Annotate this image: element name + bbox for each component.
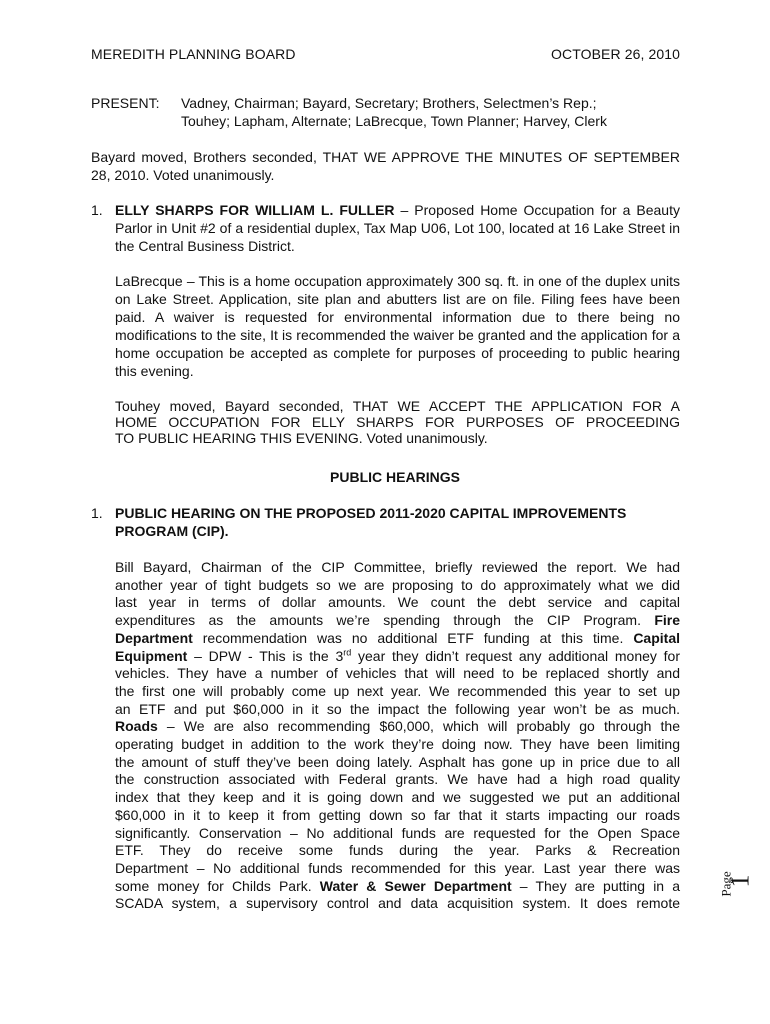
motion-line: HOME OCCUPATION FOR ELLY SHARPS FOR PURPOSES OF PROCEEDING (115, 414, 680, 430)
text-line: Department – No additional funds recommended for this year. Last year there was (115, 859, 680, 876)
section-heading: PUBLIC HEARINGS (330, 469, 460, 485)
text-line: Roads – We are also recommending $60,000, which will probably go through the (115, 718, 680, 735)
meeting-date: OCTOBER 26, 2010 (551, 46, 680, 62)
text-line: operating budget in addition to the work they’re doing now. They have been limiting (115, 736, 680, 753)
text-line: Equipment – DPW - This is the 3rd year they didn’t request any additional money for (115, 646, 680, 664)
text-line: some money for Childs Park. Water & Sewer Department – They are putting in a (115, 877, 680, 894)
page-number: 1 (725, 874, 755, 888)
text-line: the construction associated with Federal grants. We have had a high road quality (115, 771, 680, 788)
text-line: another year of tight budgets so we are proposing to do approximately what we did (115, 576, 680, 593)
attendance-block (91, 94, 680, 130)
minutes-approval-paragraph: Bayard moved, Brothers seconded, THAT WE APPROVE THE MINUTES OF SEPTEMBER 28, 2010. Voted unanimously. (91, 149, 680, 183)
text-line: the amount of stuff they’ve been doing lately. Asphalt has gone up in price due to all (115, 753, 680, 770)
water-sewer-label: Water & Sewer Department (319, 877, 512, 894)
text-line: significantly. Conservation – No additional funds are requested for the Open Space (115, 824, 680, 841)
text-line: vehicles. They have a number of vehicles that will need to be replaced shortly and (115, 665, 680, 682)
page-header (91, 46, 680, 62)
page-number-marker (716, 860, 756, 904)
hearing-heading: PUBLIC HEARING ON THE PROPOSED 2011-2020 CAPITAL IMPROVEMENTS PROGRAM (CIP). (115, 505, 627, 539)
text-line: ETF. They do receive some funds during the year. Parks & Recreation (115, 842, 680, 859)
item-title: ELLY SHARPS FOR WILLIAM L. FULLER (115, 202, 395, 218)
text-line: SCADA system, a supervisory control and data acquisition system. It does remote (115, 895, 680, 912)
roads-label: Roads (115, 718, 158, 735)
text-line: expenditures as the amounts we’re spending through the CIP Program. Fire (115, 612, 681, 629)
public-hearing-item-1 (91, 504, 680, 540)
motion-line: Touhey moved, Bayard seconded, THAT WE ACCEPT THE APPLICATION FOR A (115, 398, 680, 414)
text-line: an ETF and put $60,000 in it so the impact the following year won’t be as much. (115, 700, 680, 717)
fire-label: Fire (654, 612, 681, 629)
acceptance-motion (115, 398, 680, 446)
text-line: last year in terms of dollar amounts. We count the debt service and capital (115, 594, 680, 611)
attendees-line-1: Vadney, Chairman; Bayard, Secretary; Brothers, Selectmen’s Rep.; (181, 95, 597, 111)
board-name: MEREDITH PLANNING BOARD (91, 46, 296, 62)
item-number: 1. (91, 202, 103, 218)
item-number: 1. (91, 505, 103, 521)
item-description: – Proposed Home Occupation for a Beauty Parlor in Unit #2 of a residential duplex, Tax Map U06, Lot 100, located at 16 Lake Street in the Central Business District. (115, 202, 680, 254)
capital-label: Capital (633, 629, 680, 646)
attendees-line-2: Touhey; Lapham, Alternate; LaBrecque, Town Planner; Harvey, Clerk (181, 113, 607, 129)
labrecque-paragraph: LaBrecque – This is a home occupation approximately 300 sq. ft. in one of the duplex units on Lake Street. Application, site plan and abutters list are on file. Filing fees have been paid. A waiver is requested for environmental information due to there being no modifications to the site, It is recommended the waiver be granted and the application for a home occupation be accepted as complete for purposes of proceeding to public hearing this evening. (115, 273, 680, 379)
text-line: $60,000 in it to keep it from getting down so far that it starts impacting our roads (115, 806, 680, 823)
agenda-item-1 (91, 201, 680, 255)
cip-review-paragraph (115, 559, 680, 913)
present-label: PRESENT: (91, 95, 160, 111)
text-line: the first one will probably come up next year. We recommended this year to set up (115, 682, 680, 699)
page-word: Page (718, 871, 734, 897)
text-line: Department recommendation was no additional ETF funding at this time. Capital (115, 629, 680, 646)
motion-line: TO PUBLIC HEARING THIS EVENING. Voted unanimously. (115, 430, 488, 446)
text-line: Bill Bayard, Chairman of the CIP Committee, briefly reviewed the report. We had (115, 559, 680, 575)
capital-label-cont: Equipment (115, 647, 188, 664)
text-line: index that they keep and it is going down and we suggested we put an additional (115, 789, 680, 806)
fire-label-cont: Department (115, 629, 193, 646)
